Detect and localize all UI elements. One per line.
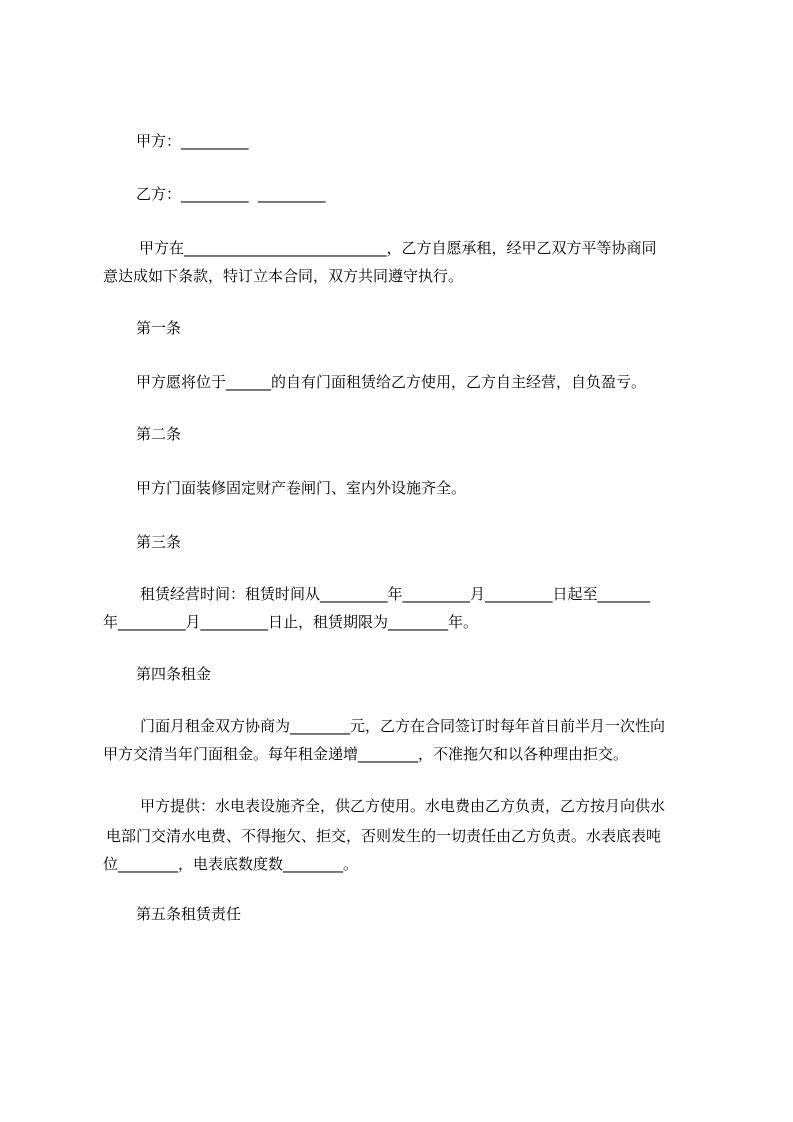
article-3-line-2: 年_________月_________日止，租赁期限为________年。 [103,613,479,631]
article-1-body: 甲方愿将位于______的自有门面租赁给乙方使用，乙方自主经营，自负盈亏。 [136,373,647,391]
article-2-heading: 第二条 [136,425,182,443]
party-a-line: 甲方：_________ [136,132,249,150]
party-b-line: 乙方：_________ _________ [136,185,326,203]
article-4-para-2-line-2: 电部门交清水电费、不得拖欠、拒交，否则发生的一切责任由乙方负责。水表底表吨 [106,827,662,845]
article-4-para-2-line-3: 位________，电表底数度数________。 [103,855,359,873]
intro-line-2: 意达成如下条款，特订立本合同，双方共同遵守执行。 [103,267,464,285]
article-4-heading: 第四条租金 [136,665,212,683]
article-4-para-1-line-1: 门面月租金双方协商为________元，乙方在合同签订时每年首日前半月一次性向 [140,717,666,735]
article-3-line-1: 租赁经营时间：租赁时间从_________年_________月_________日起至_______ [140,585,651,603]
article-5-heading: 第五条租赁责任 [136,905,242,923]
article-2-body: 甲方门面装修固定财产卷闸门、室内外设施齐全。 [136,479,467,497]
article-1-heading: 第一条 [136,319,182,337]
article-4-para-2-line-1: 甲方提供：水电表设施齐全，供乙方使用。水电费由乙方负责，乙方按月向供水 [140,797,666,815]
article-4-para-1-line-2: 甲方交清当年门面租金。每年租金递增________，不准拖欠和以各种理由拒交。 [103,745,629,763]
intro-line-1: 甲方在___________________________，乙方自愿承租，经甲乙双方平等协商同 [139,239,657,257]
article-3-heading: 第三条 [136,533,182,551]
